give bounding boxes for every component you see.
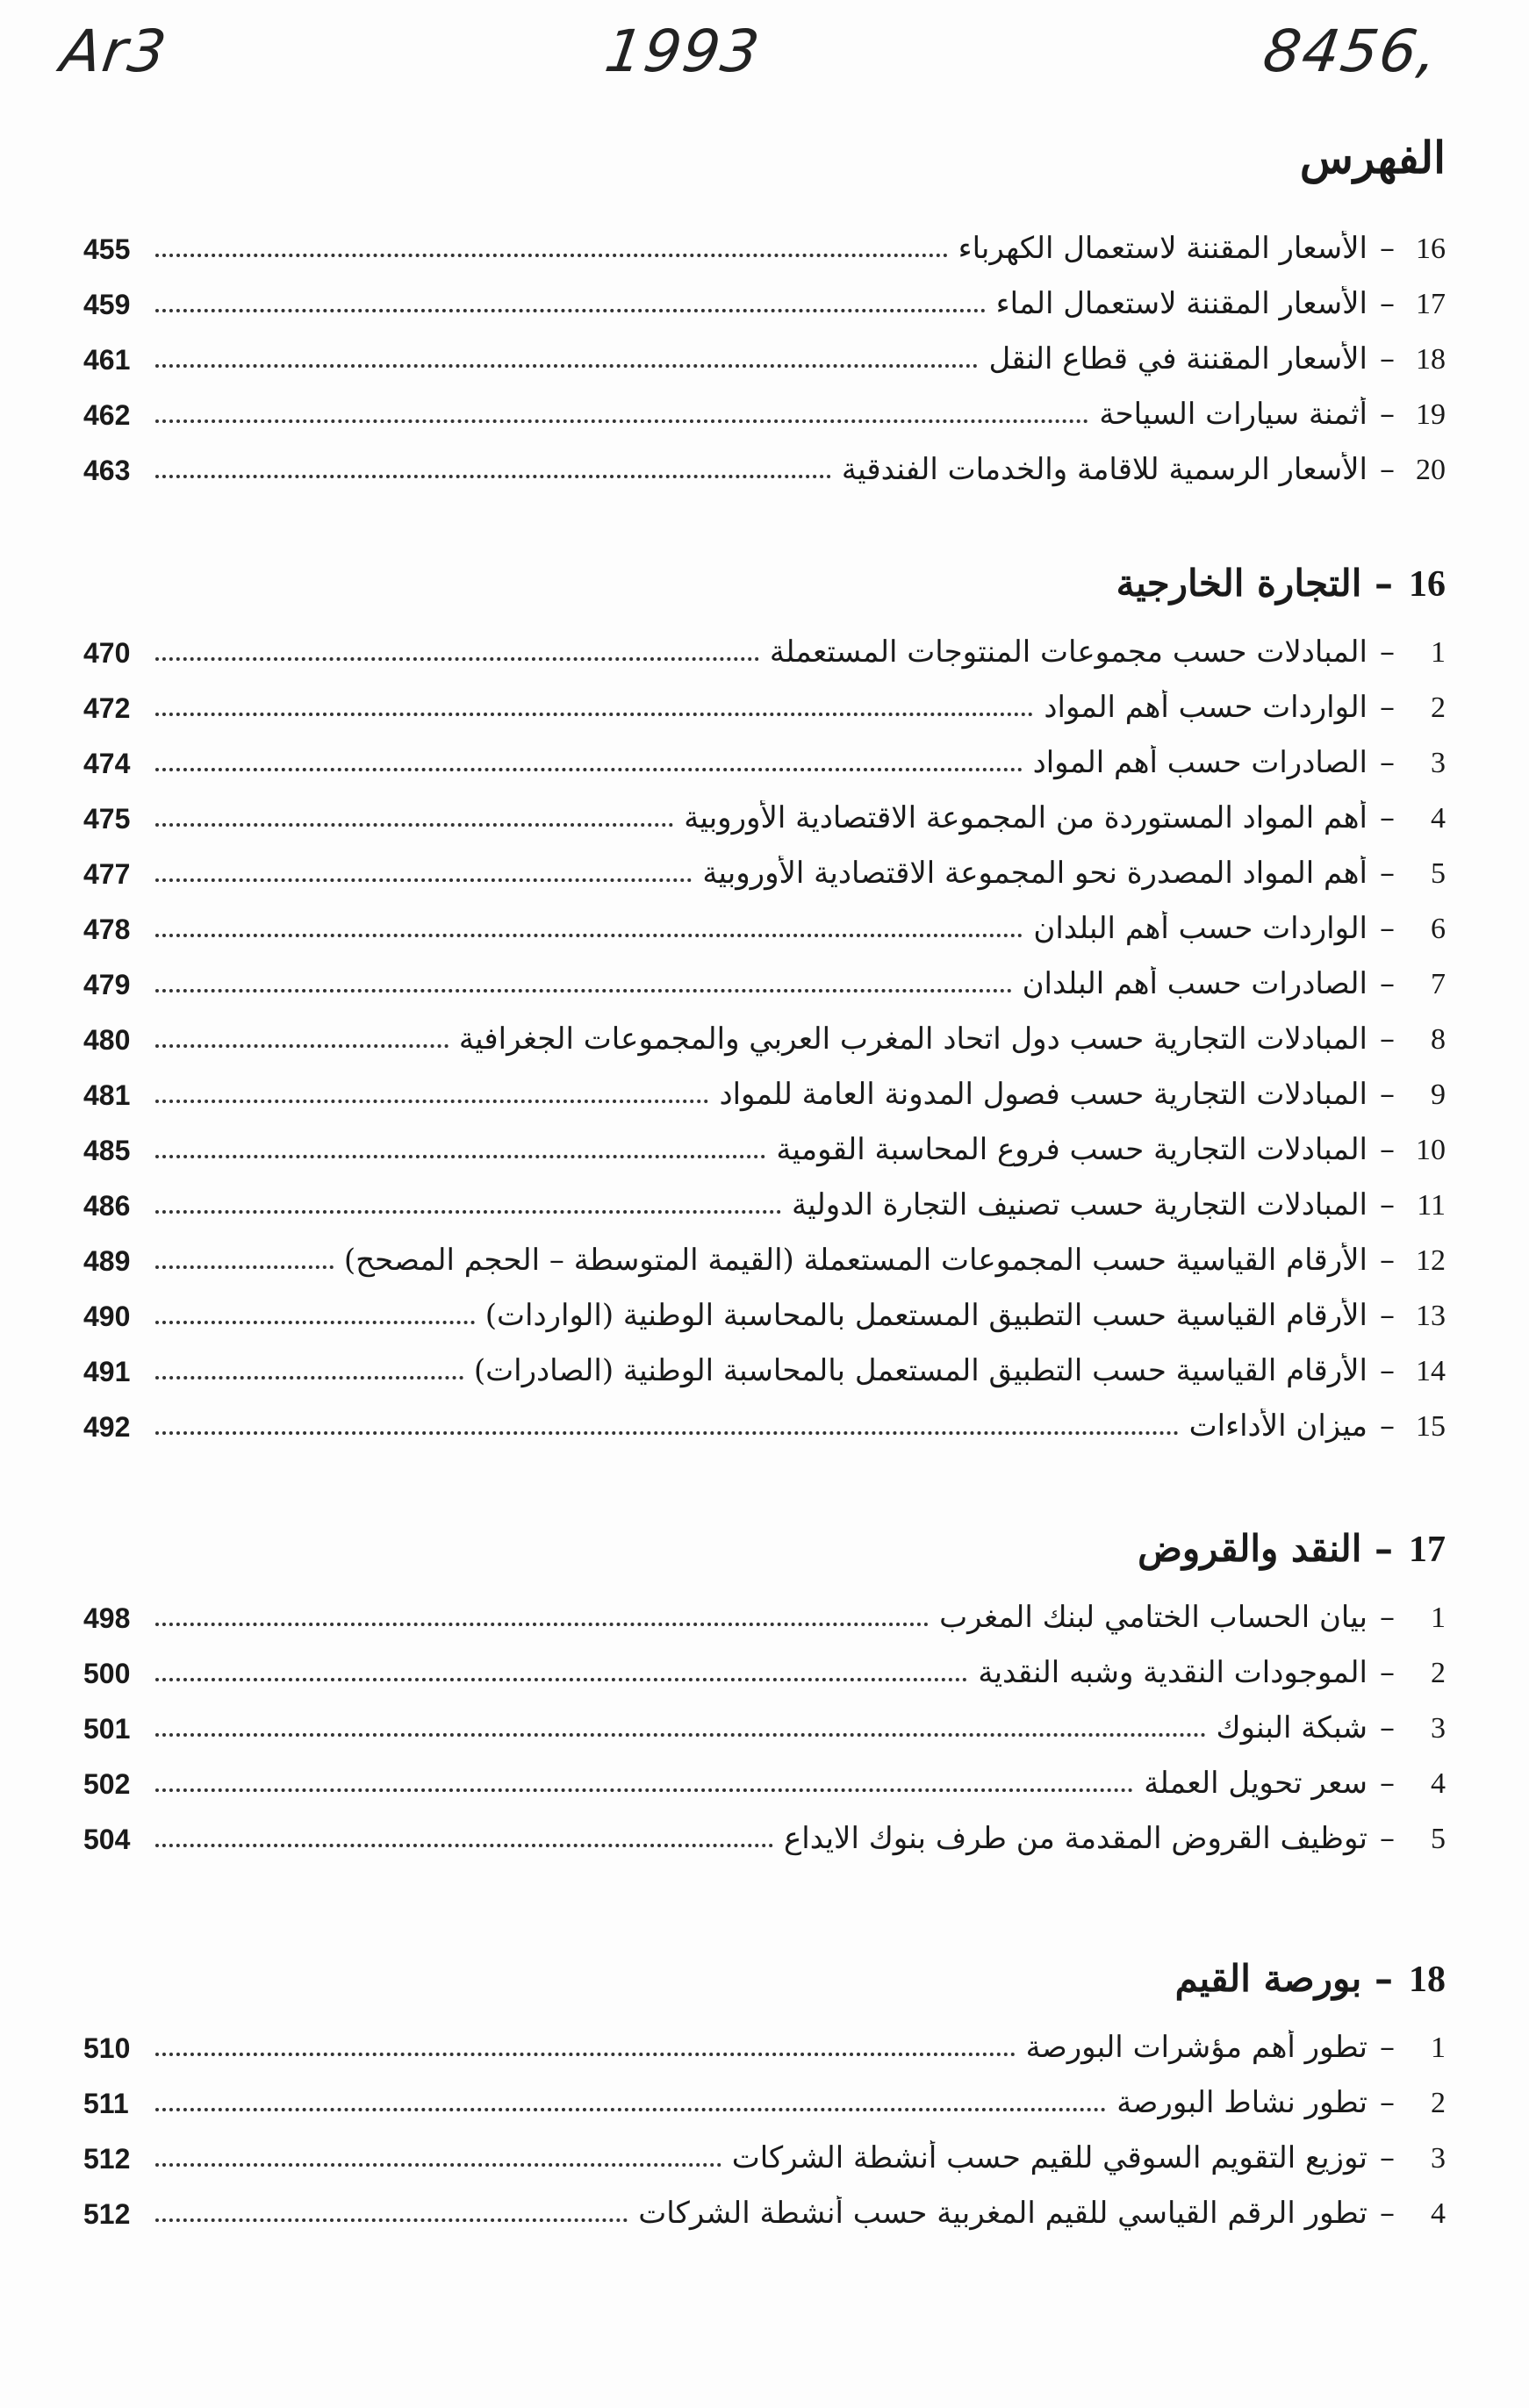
entry-dash: – xyxy=(1380,286,1395,321)
entry-label: الصادرات حسب أهم البلدان xyxy=(1022,966,1367,1001)
dot-leader xyxy=(155,2108,1106,2111)
toc-entry xyxy=(83,2120,1446,2175)
entry-page-number: 504 xyxy=(83,1824,131,1855)
entry-label: أهم المواد المستوردة من المجموعة الاقتصادية الأوروبية xyxy=(684,800,1367,835)
entry-dash: – xyxy=(1380,1132,1395,1167)
toc-entry xyxy=(83,1690,1446,1745)
entry-page-number: 481 xyxy=(83,1079,131,1111)
entry-page-number: 478 xyxy=(83,914,131,945)
toc-entry xyxy=(83,1333,1446,1388)
entry-dash: – xyxy=(1380,1766,1395,1801)
entry-dash: – xyxy=(1380,1187,1395,1222)
entry-number: 13 xyxy=(1416,1300,1446,1332)
section-dash: – xyxy=(1361,562,1393,605)
entry-page-number: 461 xyxy=(83,344,131,376)
entry-dash: – xyxy=(1380,856,1395,891)
entry-page-number: 462 xyxy=(83,399,131,431)
entry-dash: – xyxy=(1380,1243,1395,1278)
dot-leader xyxy=(155,1155,765,1158)
toc-entry xyxy=(83,1635,1446,1690)
entry-number: 3 xyxy=(1431,1712,1446,1745)
entry-number: 8 xyxy=(1431,1023,1446,1056)
entry-page-number: 477 xyxy=(83,858,131,890)
toc-entry xyxy=(83,1222,1446,1278)
dot-leader xyxy=(155,713,1033,716)
toc-list xyxy=(83,1580,1446,1856)
entry-page-number: 511 xyxy=(83,2088,129,2119)
toc-section-continued xyxy=(83,211,1446,487)
entry-dash: – xyxy=(1380,1821,1395,1856)
dot-leader xyxy=(155,878,692,882)
entry-label: الأسعار المقننة لاستعمال الكهرباء xyxy=(958,231,1367,266)
entry-label: الواردات حسب أهم البلدان xyxy=(1033,911,1367,946)
toc-section-money-credit xyxy=(83,1518,1446,1856)
dot-leader xyxy=(155,1623,929,1626)
entry-page-number: 475 xyxy=(83,803,131,835)
entry-number: 6 xyxy=(1431,913,1446,945)
toc-entry xyxy=(83,376,1446,432)
toc-entry xyxy=(83,2065,1446,2120)
entry-label: بيان الحساب الختامي لبنك المغرب xyxy=(939,1600,1367,1635)
section-number: 17 xyxy=(1409,1530,1446,1570)
section-dash: – xyxy=(1361,1527,1393,1570)
toc-entry xyxy=(83,266,1446,321)
entry-page-number: 485 xyxy=(83,1135,131,1166)
entry-dash: – xyxy=(1380,341,1395,376)
entry-number: 2 xyxy=(1431,1657,1446,1689)
entry-label: المبادلات التجارية حسب فروع المحاسبة القومية xyxy=(776,1132,1367,1167)
dot-leader xyxy=(155,768,1023,771)
entry-label: الأسعار الرسمية للاقامة والخدمات الفندقية xyxy=(841,452,1367,487)
toc-entry xyxy=(83,835,1446,891)
entry-dash: – xyxy=(1380,231,1395,266)
dot-leader xyxy=(155,254,948,257)
entry-page-number: 472 xyxy=(83,692,131,724)
entry-dash: – xyxy=(1380,1077,1395,1112)
entry-label: الأسعار المقننة لاستعمال الماء xyxy=(995,286,1367,321)
entry-dash: – xyxy=(1380,1408,1395,1444)
entry-page-number: 512 xyxy=(83,2198,131,2230)
dot-leader xyxy=(155,1376,463,1380)
entry-dash: – xyxy=(1380,911,1395,946)
entry-label: الأرقام القياسية حسب المجموعات المستعملة (القيمة المتوسطة – الحجم المصحح) xyxy=(343,1243,1367,1278)
toc-list xyxy=(83,614,1446,1444)
dot-leader xyxy=(155,1733,1206,1737)
toc-entry xyxy=(83,1167,1446,1222)
entry-page-number: 489 xyxy=(83,1245,131,1277)
entry-number: 4 xyxy=(1431,2197,1446,2230)
dot-leader xyxy=(155,934,1023,937)
entry-label: الموجودات النقدية وشبه النقدية xyxy=(978,1655,1367,1690)
entry-page-number: 500 xyxy=(83,1658,131,1689)
entry-dash: – xyxy=(1380,690,1395,725)
entry-label: المبادلات التجارية حسب تصنيف التجارة الدولية xyxy=(791,1187,1367,1222)
entry-label: توزيع التقويم السوقي للقيم حسب أنشطة الشركات xyxy=(731,2140,1367,2175)
toc-entry xyxy=(83,1580,1446,1635)
section-dash: – xyxy=(1361,1957,1393,2000)
entry-page-number: 491 xyxy=(83,1356,131,1387)
handwritten-annotation-right: 8456, xyxy=(1259,18,1444,85)
toc-entry xyxy=(83,891,1446,946)
entry-number: 5 xyxy=(1431,1823,1446,1855)
entry-dash: – xyxy=(1380,1353,1395,1388)
entry-page-number: 480 xyxy=(83,1024,131,1056)
dot-leader xyxy=(155,309,986,312)
dot-leader xyxy=(155,1788,1133,1792)
entry-page-number: 486 xyxy=(83,1190,131,1222)
entry-label: أهم المواد المصدرة نحو المجموعة الاقتصادية الأوروبية xyxy=(702,856,1367,891)
toc-section-foreign-trade xyxy=(83,553,1446,1444)
entry-number: 2 xyxy=(1431,2087,1446,2119)
entry-number: 5 xyxy=(1431,857,1446,890)
entry-label: الصادرات حسب أهم المواد xyxy=(1032,745,1367,780)
entry-number: 17 xyxy=(1416,288,1446,320)
dot-leader xyxy=(155,823,673,827)
toc-entry xyxy=(83,1801,1446,1856)
entry-label: شبكة البنوك xyxy=(1216,1710,1367,1745)
toc-entry xyxy=(83,670,1446,725)
handwritten-annotation-year: 1993 xyxy=(600,18,765,85)
entry-label: تطور نشاط البورصة xyxy=(1116,2085,1367,2120)
entry-dash: – xyxy=(1380,2030,1395,2065)
entry-label: ميزان الأداءات xyxy=(1188,1408,1367,1444)
entry-number: 2 xyxy=(1431,692,1446,724)
dot-leader xyxy=(155,1321,475,1324)
entry-dash: – xyxy=(1380,1600,1395,1635)
entry-page-number: 459 xyxy=(83,289,131,320)
entry-page-number: 463 xyxy=(83,455,131,486)
section-title: بورصة القيم xyxy=(1174,1957,1362,2000)
entry-dash: – xyxy=(1380,1710,1395,1745)
entry-dash: – xyxy=(1380,634,1395,670)
toc-entry xyxy=(83,946,1446,1001)
toc-entry xyxy=(83,2010,1446,2065)
entry-label: المبادلات التجارية حسب فصول المدونة العامة للمواد xyxy=(719,1077,1367,1112)
section-number: 18 xyxy=(1409,1960,1446,2000)
section-number: 16 xyxy=(1409,564,1446,605)
toc-entry xyxy=(83,1388,1446,1444)
entry-number: 1 xyxy=(1431,1602,1446,1634)
entry-number: 3 xyxy=(1431,2142,1446,2175)
entry-page-number: 474 xyxy=(83,748,131,779)
dot-leader xyxy=(155,475,831,478)
dot-leader xyxy=(155,2163,721,2167)
toc-entry xyxy=(83,211,1446,266)
dot-leader xyxy=(155,1044,449,1048)
entry-number: 7 xyxy=(1431,968,1446,1000)
toc-entry xyxy=(83,614,1446,670)
section-heading xyxy=(83,553,1446,614)
dot-leader xyxy=(155,2218,628,2222)
dot-leader xyxy=(155,1431,1179,1435)
dot-leader xyxy=(155,2053,1016,2056)
entry-dash: – xyxy=(1380,1655,1395,1690)
entry-number: 15 xyxy=(1416,1410,1446,1443)
entry-page-number: 510 xyxy=(83,2032,131,2064)
entry-number: 14 xyxy=(1416,1355,1446,1387)
dot-leader xyxy=(155,1265,334,1269)
entry-number: 16 xyxy=(1416,233,1446,265)
entry-label: توظيف القروض المقدمة من طرف بنوك الايداع xyxy=(784,1821,1367,1856)
entry-label: الأرقام القياسية حسب التطبيق المستعمل بالمحاسبة الوطنية (الواردات) xyxy=(485,1298,1367,1333)
entry-label: تطور أهم مؤشرات البورصة xyxy=(1025,2030,1367,2065)
dot-leader xyxy=(155,1100,708,1103)
entry-number: 1 xyxy=(1431,2032,1446,2064)
dot-leader xyxy=(155,657,759,661)
entry-dash: – xyxy=(1380,2140,1395,2175)
toc-entry xyxy=(83,2175,1446,2231)
toc-entry xyxy=(83,1745,1446,1801)
toc-list xyxy=(83,211,1446,487)
section-heading xyxy=(83,1948,1446,2010)
dot-leader xyxy=(155,1844,773,1847)
entry-dash: – xyxy=(1380,397,1395,432)
entry-page-number: 512 xyxy=(83,2143,131,2175)
toc-entry xyxy=(83,1112,1446,1167)
entry-label: أثمنة سيارات السياحة xyxy=(1099,397,1367,432)
entry-number: 1 xyxy=(1431,636,1446,669)
entry-dash: – xyxy=(1380,2196,1395,2231)
entry-label: المبادلات حسب مجموعات المنتوجات المستعملة xyxy=(769,634,1367,670)
entry-label: الأرقام القياسية حسب التطبيق المستعمل بالمحاسبة الوطنية (الصادرات) xyxy=(473,1353,1367,1388)
entry-page-number: 455 xyxy=(83,233,131,265)
toc-entry xyxy=(83,432,1446,487)
entry-dash: – xyxy=(1380,1021,1395,1057)
dot-leader xyxy=(155,1678,967,1681)
entry-number: 10 xyxy=(1416,1134,1446,1166)
entry-page-number: 490 xyxy=(83,1301,131,1332)
toc-entry xyxy=(83,1001,1446,1057)
toc-entry xyxy=(83,1057,1446,1112)
entry-page-number: 498 xyxy=(83,1602,131,1634)
entry-number: 18 xyxy=(1416,343,1446,376)
entry-dash: – xyxy=(1380,745,1395,780)
entry-dash: – xyxy=(1380,452,1395,487)
toc-entry xyxy=(83,321,1446,376)
section-heading xyxy=(83,1518,1446,1580)
entry-number: 12 xyxy=(1416,1244,1446,1277)
dot-leader xyxy=(155,989,1012,993)
entry-label: سعر تحويل العملة xyxy=(1144,1766,1367,1801)
entry-number: 20 xyxy=(1416,454,1446,486)
toc-list xyxy=(83,2010,1446,2231)
toc-entry xyxy=(83,780,1446,835)
entry-page-number: 470 xyxy=(83,637,131,669)
entry-page-number: 479 xyxy=(83,969,131,1000)
entry-number: 4 xyxy=(1431,802,1446,835)
entry-page-number: 501 xyxy=(83,1713,131,1745)
entry-number: 19 xyxy=(1416,398,1446,431)
toc-entry xyxy=(83,1278,1446,1333)
entry-page-number: 502 xyxy=(83,1768,131,1800)
entry-number: 4 xyxy=(1431,1767,1446,1800)
entry-number: 9 xyxy=(1431,1079,1446,1111)
entry-dash: – xyxy=(1380,800,1395,835)
handwritten-annotation-left: Ar3 xyxy=(56,18,172,85)
entry-dash: – xyxy=(1380,2085,1395,2120)
section-title: النقد والقروض xyxy=(1138,1527,1362,1570)
entry-dash: – xyxy=(1380,966,1395,1001)
toc-section-stock-exchange xyxy=(83,1948,1446,2231)
entry-dash: – xyxy=(1380,1298,1395,1333)
entry-label: الأسعار المقننة في قطاع النقل xyxy=(988,341,1367,376)
section-title: التجارة الخارجية xyxy=(1116,562,1362,605)
dot-leader xyxy=(155,1210,781,1214)
toc-entry xyxy=(83,725,1446,780)
entry-page-number: 492 xyxy=(83,1411,131,1443)
entry-label: تطور الرقم القياسي للقيم المغربية حسب أنشطة الشركات xyxy=(638,2196,1367,2231)
dot-leader xyxy=(155,419,1088,423)
page-title: الفهرس xyxy=(1299,132,1446,183)
entry-number: 11 xyxy=(1417,1189,1446,1222)
entry-number: 3 xyxy=(1431,747,1446,779)
entry-label: الواردات حسب أهم المواد xyxy=(1044,690,1367,725)
entry-label: المبادلات التجارية حسب دول اتحاد المغرب العربي والمجموعات الجغرافية xyxy=(458,1021,1367,1057)
dot-leader xyxy=(155,364,978,368)
